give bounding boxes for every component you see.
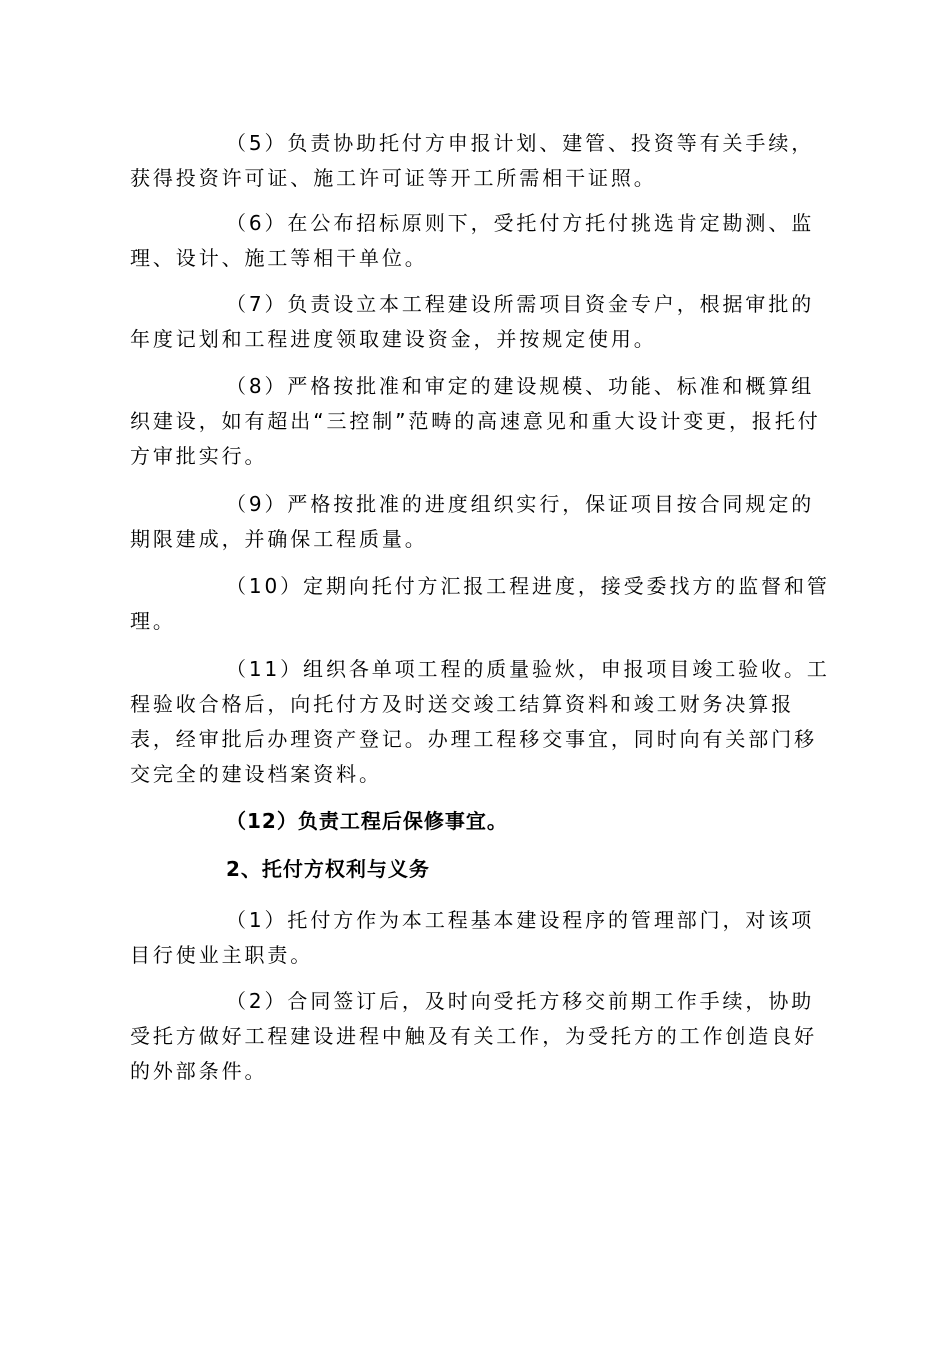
paragraph-item-10: （10）定期向托付方汇报工程进度，接受委找方的监督和管理。: [130, 574, 830, 633]
paragraph-item-q1: （1）托付方作为本工程基本建设程序的管理部门，对该项目行使业主职责。: [130, 908, 815, 967]
paragraph-item-9: （9）严格按批准的进度组织实行，保证项目按合同规定的期限建成，并确保工程质量。: [130, 492, 815, 551]
section-heading: 2、托付方权利与义务: [226, 857, 430, 881]
paragraph-item-q2: （2）合同签订后，及时向受托方移交前期工作手续，协助受托方做好工程建设进程中触及有关工作，为受托方的工作创造良好的外部条件。: [130, 989, 817, 1083]
paragraph-item-5: （5）负责协助托付方申报计划、建管、投资等有关手续，获得投资许可证、施工许可证等开工所需相干证照。: [130, 131, 815, 190]
paragraph-item-6: （6）在公布招标原则下，受托付方托付挑选肯定勘测、监理、设计、施工等相干单位。: [130, 211, 815, 270]
paragraph-item-7: （7）负责设立本工程建设所需项目资金专户，根据审批的年度记划和工程进度领取建设资金，并按规定使用。: [130, 292, 815, 351]
paragraph-item-12: （12）负责工程后保修事宜。: [226, 809, 508, 833]
paragraph-item-8: （8）严格按批准和审定的建设规模、功能、标准和概算组织建设，如有超出“三控制”范畴的高速意见和重大设计变更，报托付方审批实行。: [130, 374, 821, 468]
paragraph-item-11: （11）组织各单项工程的质量验炏，申报项目竣工验收。工程验收合格后，向托付方及时送交竣工结算资料和竣工财务决算报表，经审批后办理资产登记。办理工程移交事宜，同时向有关部门移交完全的建设档案资料。: [130, 657, 830, 786]
